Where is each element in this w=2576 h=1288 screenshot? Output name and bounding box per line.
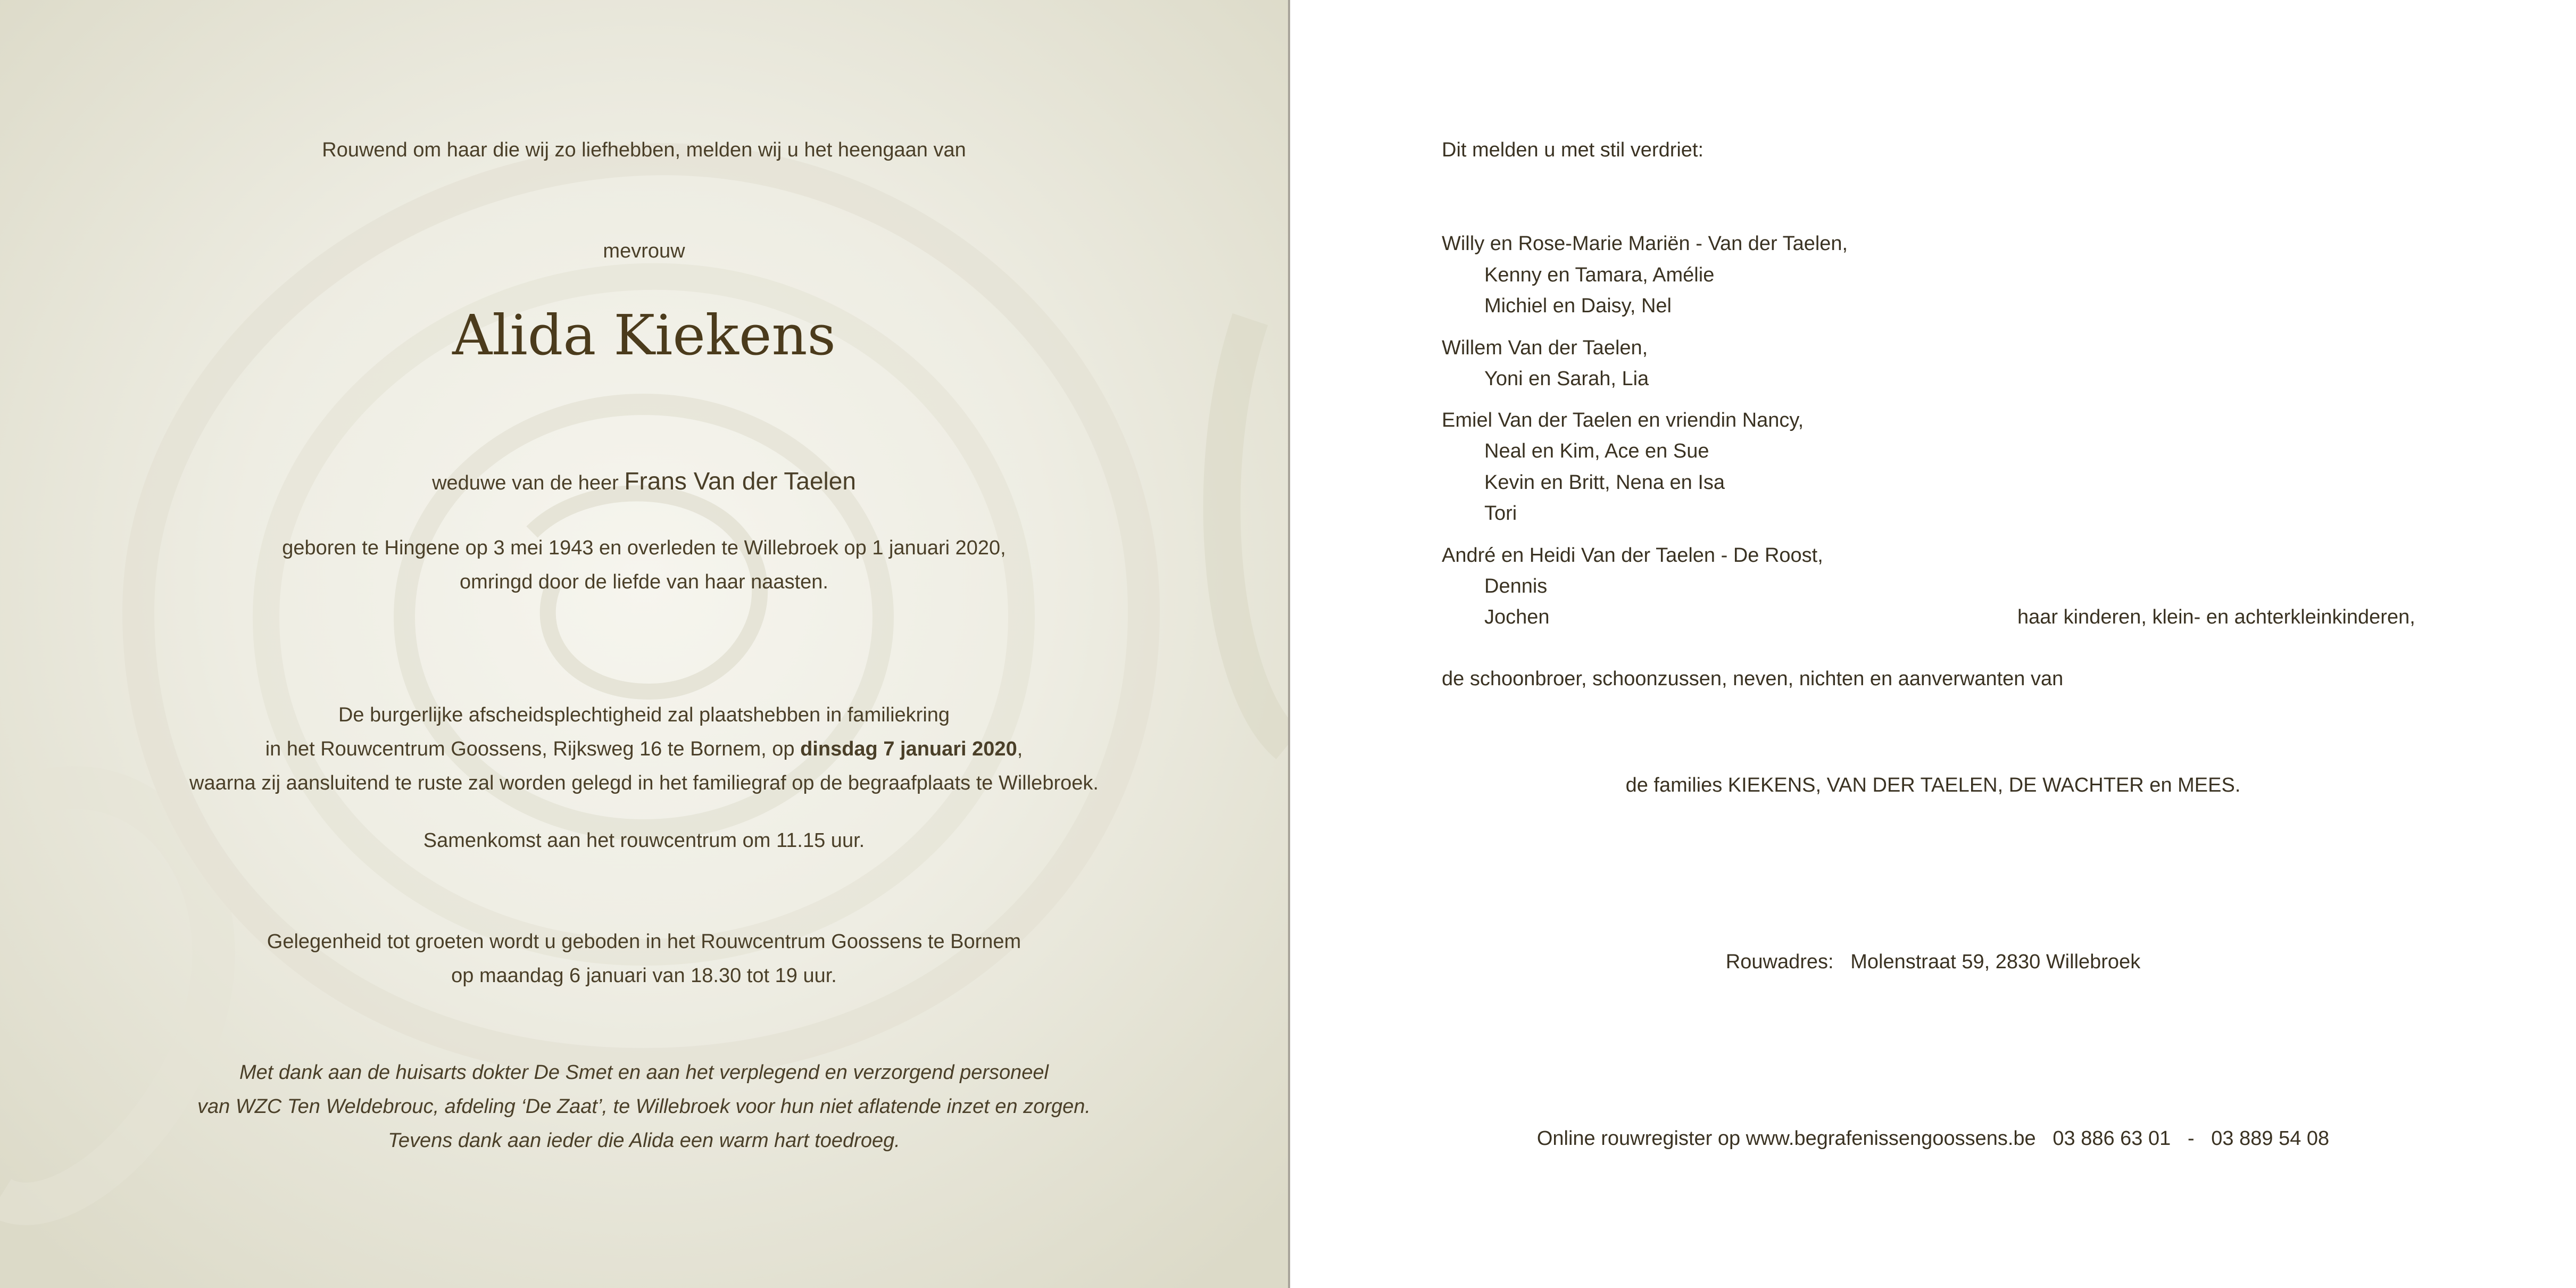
born-line-2: omringd door de liefde van haar naasten.: [460, 571, 828, 593]
family-child: Michiel en Daisy, Nel: [1484, 295, 1672, 317]
right-intro: Dit melden u met stil verdriet:: [1442, 139, 1704, 161]
ceremony-line-3: waarna zij aansluitend te ruste zal worden gelegd in het familiegraf op de begraafplaats te Willebroek.: [189, 772, 1099, 794]
ceremony-date: dinsdag 7 januari 2020: [800, 738, 1017, 760]
family-head-2: Willem Van der Taelen,: [1442, 337, 1648, 359]
gathering-text: Samenkomst aan het rouwcentrum om 11.15 uur.: [423, 829, 865, 852]
family-child: Dennis: [1484, 575, 1548, 597]
grandchildren-note: haar kinderen, klein- en achterkleinkinderen,: [2017, 606, 2415, 628]
ceremony-line-2-pre: in het Rouwcentrum Goossens, Rijksweg 16 te Bornem, op: [265, 738, 795, 760]
ceremony-line-2: [0, 732, 1288, 766]
families-text: de families KIEKENS, VAN DER TAELEN, DE WACHTER en MEES.: [1625, 774, 2241, 796]
family-child: Jochen: [1484, 606, 1550, 628]
family-child: Neal en Kim, Ace en Sue: [1484, 440, 1709, 462]
greeting-line-1: Gelegenheid tot groeten wordt u geboden in het Rouwcentrum Goossens te Bornem: [267, 930, 1021, 953]
family-head-1: Willy en Rose-Marie Mariën - Van der Taelen,: [1442, 232, 1848, 255]
online-line: [1290, 1123, 2576, 1154]
family-child: Kevin en Britt, Nena en Isa: [1484, 471, 1725, 494]
widow-line: [0, 464, 1288, 500]
family-head-3: Emiel Van der Taelen en vriendin Nancy,: [1442, 409, 1804, 431]
widow-name: Frans Van der Taelen: [624, 467, 856, 495]
ceremony-line-2-post: ,: [1017, 738, 1023, 760]
title-text: mevrouw: [603, 240, 685, 262]
thanks-line-1: Met dank aan de huisarts dokter De Smet en aan het verplegend en verzorgend personeel: [239, 1061, 1049, 1084]
phone-separator: -: [2187, 1127, 2195, 1150]
ceremony-line-1: De burgerlijke afscheidsplechtigheid zal plaatshebben in familiekring: [338, 704, 950, 726]
deceased-name: Alida Kiekens: [452, 303, 836, 368]
widow-prefix: weduwe van de heer: [432, 472, 619, 494]
thanks-line-3: Tevens dank aan ieder die Alida een warm hart toedroeg.: [388, 1129, 900, 1152]
family-child: Yoni en Sarah, Lia: [1484, 368, 1649, 390]
address-label: Rouwadres:: [1725, 951, 1834, 973]
greeting-line-2: op maandag 6 januari van 18.30 tot 19 uur.: [451, 965, 837, 987]
family-child: Kenny en Tamara, Amélie: [1484, 264, 1715, 286]
address-value: Molenstraat 59, 2830 Willebroek: [1850, 951, 2141, 973]
phone-1: 03 886 63 01: [2053, 1127, 2171, 1150]
online-register-text: Online rouwregister op www.begrafenissengoossens.be: [1536, 1127, 2036, 1150]
intro-text: Rouwend om haar die wij zo liefhebben, melden wij u het heengaan van: [322, 139, 966, 161]
right-page: [1290, 0, 2576, 1288]
phone-2: 03 889 54 08: [2211, 1127, 2330, 1150]
family-head-4: André en Heidi Van der Taelen - De Roost,: [1442, 544, 1823, 567]
thanks-line-2: van WZC Ten Weldebrouc, afdeling ‘De Zaat’, te Willebroek voor hun niet aflatende inzet en zorgen.: [197, 1095, 1091, 1118]
family-child: Tori: [1484, 502, 1517, 525]
relatives-text: de schoonbroer, schoonzussen, neven, nichten en aanverwanten van: [1442, 668, 2064, 690]
born-line-1: geboren te Hingene op 3 mei 1943 en overleden te Willebroek op 1 januari 2020,: [282, 537, 1006, 559]
address-line: [1290, 946, 2576, 978]
